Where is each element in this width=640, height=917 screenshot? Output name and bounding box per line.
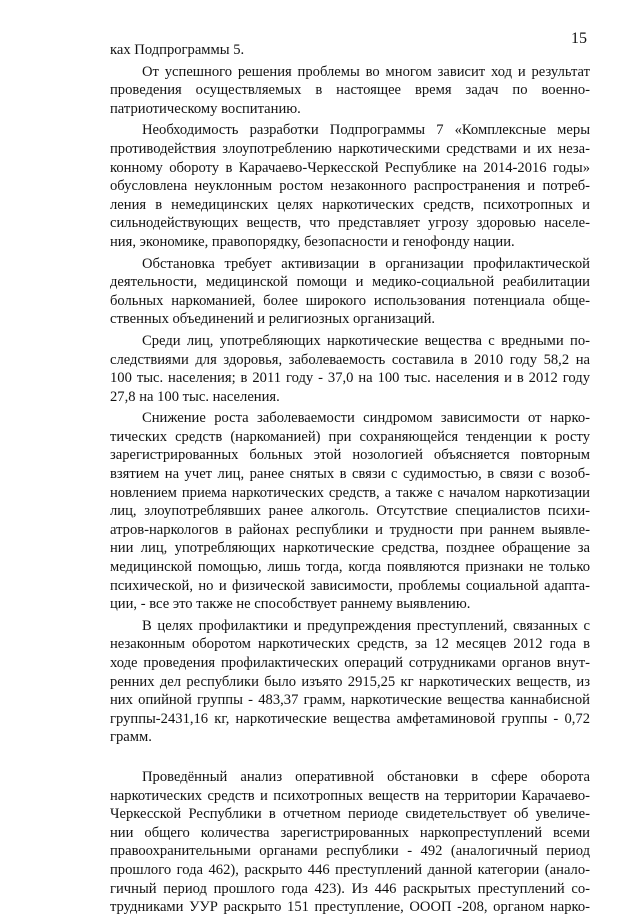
text-line: деятельности, медицинской помощи и медико-социальной реабилитации bbox=[110, 274, 590, 291]
text-line: грамм. bbox=[110, 729, 152, 746]
text-line: Обстановка требует активизации в организации профилактической bbox=[142, 255, 590, 272]
text-line: ходе проведения профилактических операций сотрудниками органов внут- bbox=[110, 655, 590, 671]
paragraph bbox=[110, 768, 590, 917]
text-line: психической, но и физической зависимости, проблемы социальной адапта- bbox=[110, 577, 590, 594]
text-line: прошлого года 462), раскрыто 446 преступлений данной категории (анало- bbox=[110, 861, 590, 878]
text-line: группы-2431,16 кг, наркотические вещества амфетаминовой группы - 0,72 bbox=[110, 710, 590, 727]
text-line: правоохранительными органами республики - 492 (аналогичный период bbox=[110, 843, 590, 860]
text-line: гичный период прошлого года 423). Из 446 раскрытых преступлений со- bbox=[110, 880, 590, 897]
text-line: 27,8 на 100 тыс. населения. bbox=[110, 388, 280, 405]
text-line: ления в немедицинских целях наркотических средств, психотропных и bbox=[110, 196, 590, 213]
text-line: атров-наркологов в районах республики и трудности при раннем выявле- bbox=[110, 521, 590, 538]
paragraph bbox=[110, 409, 590, 614]
text-line: тических средств (наркоманией) при сохраняющейся тенденции к росту bbox=[110, 428, 590, 445]
text-line: противодействия злоупотреблению наркотическими средствами и их неза- bbox=[110, 140, 590, 157]
text-line: нии лиц, употребляющих наркотические средства, позднее обращение за bbox=[110, 540, 590, 557]
text-line: Среди лиц, употребляющих наркотические вещества с вредными по- bbox=[142, 332, 590, 349]
text-line: ния, экономике, правопорядку, безопасности и генофонду нации. bbox=[110, 233, 515, 250]
text-line: ренних дел республики было изъято 2915,25 кг наркотических веществ, из bbox=[110, 673, 590, 690]
text-line: От успешного решения проблемы во многом зависит ход и результат bbox=[142, 63, 590, 80]
text-line: Необходимость разработки Подпрограммы 7 «Комплексные меры bbox=[142, 122, 590, 139]
text-line: лиц, злоупотреблявших ранее алкоголь. Отсутствие специалистов психи- bbox=[110, 503, 590, 520]
paragraph-gap bbox=[110, 747, 590, 768]
text-line: ках Подпрограммы 5. bbox=[110, 42, 245, 58]
text-line: следствиями для здоровья, заболеваемость составила в 2010 году 58,2 на bbox=[110, 351, 590, 368]
text-line: сильнодействующих веществ, что представляет угрозу здоровью населе- bbox=[110, 215, 590, 232]
text-line: конному обороту в Карачаево-Черкесской Республике на 2014-2016 годы» bbox=[110, 159, 590, 176]
paragraph bbox=[110, 255, 590, 329]
text-line: 100 тыс. населения; в 2011 году - 37,0 на 100 тыс. населения и в 2012 году bbox=[110, 370, 590, 387]
paragraph bbox=[110, 332, 590, 406]
text-line: медицинской помощью, лишь тогда, когда появляются признаки не только bbox=[110, 559, 590, 576]
text-line: ственных объединений и религиозных организаций. bbox=[110, 311, 436, 328]
text-line: патриотическому воспитанию. bbox=[110, 100, 301, 117]
text-line: ции, - все это также не способствует раннему выявлению. bbox=[110, 596, 471, 613]
paragraph bbox=[110, 41, 590, 60]
text-line: Снижение роста заболеваемости синдромом зависимости от нарко- bbox=[142, 410, 590, 427]
text-line: новлением приема наркотических средств, а также с началом наркотизации bbox=[110, 484, 590, 501]
text-line: незаконным оборотом наркотических средств, за 12 месяцев 2012 года в bbox=[110, 636, 590, 653]
text-line: нии общего количества зарегистрированных наркопреступлений всеми bbox=[110, 824, 590, 841]
paragraph bbox=[110, 63, 590, 119]
document-body bbox=[110, 41, 590, 917]
text-line: больных наркоманией, более широкого использования потенциала обще- bbox=[110, 292, 590, 309]
text-line: зарегистрированных больных этой нозологией объясняется повторным bbox=[110, 447, 590, 464]
text-line: В целях профилактики и предупреждения преступлений, связанных с bbox=[142, 617, 590, 634]
text-line: Черкесской Республики в отчетном периоде свидетельствует об увеличе- bbox=[110, 806, 590, 823]
text-line: проведения осуществляемых в настоящее время задач по военно- bbox=[110, 82, 590, 99]
text-line: наркотических средств и психотропных веществ на территории Карачаево- bbox=[110, 787, 590, 804]
page-number: 15 bbox=[571, 30, 587, 47]
text-line: трудниками УУР раскрыто 151 преступление, ОООП -208, органом нарко- bbox=[110, 899, 590, 916]
text-line: Проведённый анализ оперативной обстановки в сфере оборота bbox=[142, 768, 590, 785]
paragraph bbox=[110, 121, 590, 251]
text-line: обусловлена неуклонным ростом незаконного распространения и потреб- bbox=[110, 178, 590, 195]
text-line: них опийной группы - 483,37 грамм, наркотические вещества каннабисной bbox=[110, 692, 590, 709]
text-line: взятием на учет лиц, ранее снятых в связи с судимостью, в связи с возоб- bbox=[110, 466, 590, 483]
paragraph bbox=[110, 617, 590, 747]
